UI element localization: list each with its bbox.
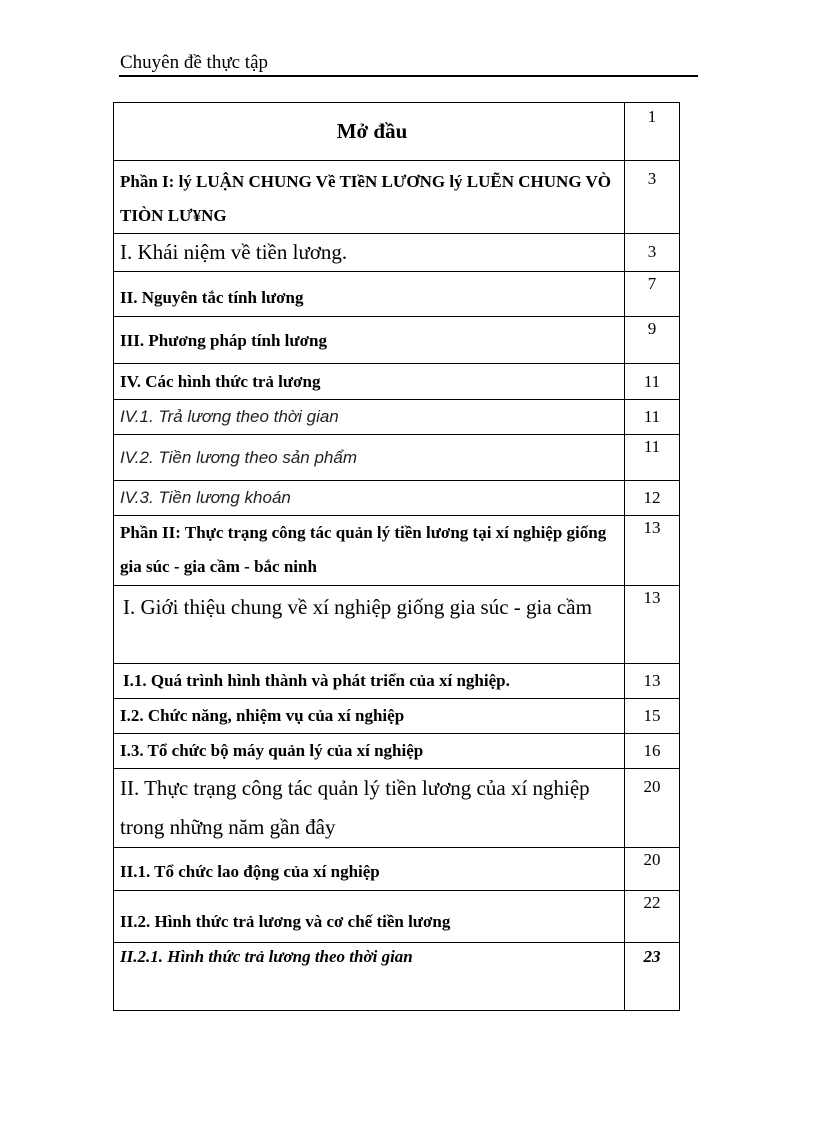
toc-entry xyxy=(114,734,625,769)
toc-row xyxy=(114,364,680,400)
toc-entry-label: IV.2. Tiền lương theo sản phẩm xyxy=(120,447,357,467)
toc-entry-label: Phần II: Thực trạng công tác quản lý tiền lương tại xí nghiệp giống gia súc - gia cầm - bắc ninh xyxy=(120,523,607,576)
toc-entry-label: IV.3. Tiền lương khoán xyxy=(120,488,291,507)
toc-row xyxy=(114,891,680,943)
toc-entry xyxy=(114,161,625,234)
toc-entry xyxy=(114,848,625,891)
toc-row xyxy=(114,161,680,234)
toc-page-number: 20 xyxy=(625,769,680,848)
toc-entry-label: IV.1. Trả lương theo thời gian xyxy=(120,407,339,426)
toc-entry-label: II. Thực trạng công tác quản lý tiền lương của xí nghiệp trong những năm gần đây xyxy=(120,776,590,839)
toc-entry-label: II. Nguyên tắc tính lương xyxy=(120,288,304,307)
toc-row xyxy=(114,734,680,769)
toc-page-number: 13 xyxy=(625,664,680,699)
toc-row xyxy=(114,943,680,1011)
toc-page-number: 9 xyxy=(625,317,680,364)
toc-row xyxy=(114,400,680,435)
toc-entry xyxy=(114,435,625,481)
toc-page-number: 22 xyxy=(625,891,680,943)
toc-row xyxy=(114,848,680,891)
table-of-contents xyxy=(113,102,680,1011)
toc-row xyxy=(114,516,680,586)
toc-page-number: 3 xyxy=(625,161,680,234)
toc-page-number: 3 xyxy=(625,234,680,272)
toc-page-number: 13 xyxy=(625,586,680,664)
toc-page-number: 11 xyxy=(625,435,680,481)
toc-row xyxy=(114,699,680,734)
toc-entry xyxy=(114,103,625,161)
toc-entry xyxy=(114,586,625,664)
toc-entry-label: I. Giới thiệu chung về xí nghiệp giống gia súc - gia cầm xyxy=(123,595,592,619)
toc-row xyxy=(114,103,680,161)
toc-row xyxy=(114,664,680,699)
toc-row xyxy=(114,317,680,364)
toc-page-number: 7 xyxy=(625,272,680,317)
toc-entry xyxy=(114,891,625,943)
toc-entry-label: III. Phương pháp tính lương xyxy=(120,331,327,350)
page-header-title: Chuyên đề thực tập xyxy=(120,52,269,73)
toc-entry-label: Phần I: lý LUẬN CHUNG Về TIềN LƯƠNG lý LUẼN CHUNG VÒ TIÒN LƯ¥NG xyxy=(120,172,611,225)
toc-entry-label: II.2. Hình thức trả lương và cơ chế tiền lương xyxy=(120,912,451,931)
toc-entry xyxy=(114,364,625,400)
toc-entry-label: Mở đầu xyxy=(336,119,408,143)
toc-page-number: 23 xyxy=(625,943,680,1011)
toc-entry-label: I.3. Tổ chức bộ máy quản lý của xí nghiệp xyxy=(120,741,424,760)
toc-page-number: 13 xyxy=(625,516,680,586)
toc-page-number: 16 xyxy=(625,734,680,769)
toc-row xyxy=(114,234,680,272)
toc-entry xyxy=(114,272,625,317)
toc-entry-label: I. Khái niệm về tiền lương. xyxy=(120,240,348,264)
toc-entry xyxy=(114,400,625,435)
toc-entry-label: I.1. Quá trình hình thành và phát triển của xí nghiệp. xyxy=(123,671,510,690)
toc-page-number: 15 xyxy=(625,699,680,734)
toc-entry-label: II.2.1. Hình thức trả lương theo thời gian xyxy=(120,947,413,966)
toc-entry-label: IV. Các hình thức trả lương xyxy=(120,371,321,391)
toc-page-number: 11 xyxy=(625,364,680,400)
toc-page-number: 11 xyxy=(625,400,680,435)
toc-row xyxy=(114,272,680,317)
toc-row xyxy=(114,769,680,848)
toc-entry xyxy=(114,234,625,272)
toc-page-number: 20 xyxy=(625,848,680,891)
toc-entry-label: I.2. Chức năng, nhiệm vụ của xí nghiệp xyxy=(120,706,405,725)
toc-row xyxy=(114,435,680,481)
toc-entry xyxy=(114,769,625,848)
toc-entry-label: II.1. Tổ chức lao động của xí nghiệp xyxy=(120,862,380,881)
toc-entry xyxy=(114,664,625,699)
toc-row xyxy=(114,481,680,516)
toc-row xyxy=(114,586,680,664)
toc-entry xyxy=(114,481,625,516)
toc-entry xyxy=(114,516,625,586)
toc-page-number: 1 xyxy=(625,103,680,161)
toc-entry xyxy=(114,699,625,734)
header-rule xyxy=(119,75,698,77)
toc-entry xyxy=(114,317,625,364)
toc-entry xyxy=(114,943,625,1011)
toc-page-number: 12 xyxy=(625,481,680,516)
